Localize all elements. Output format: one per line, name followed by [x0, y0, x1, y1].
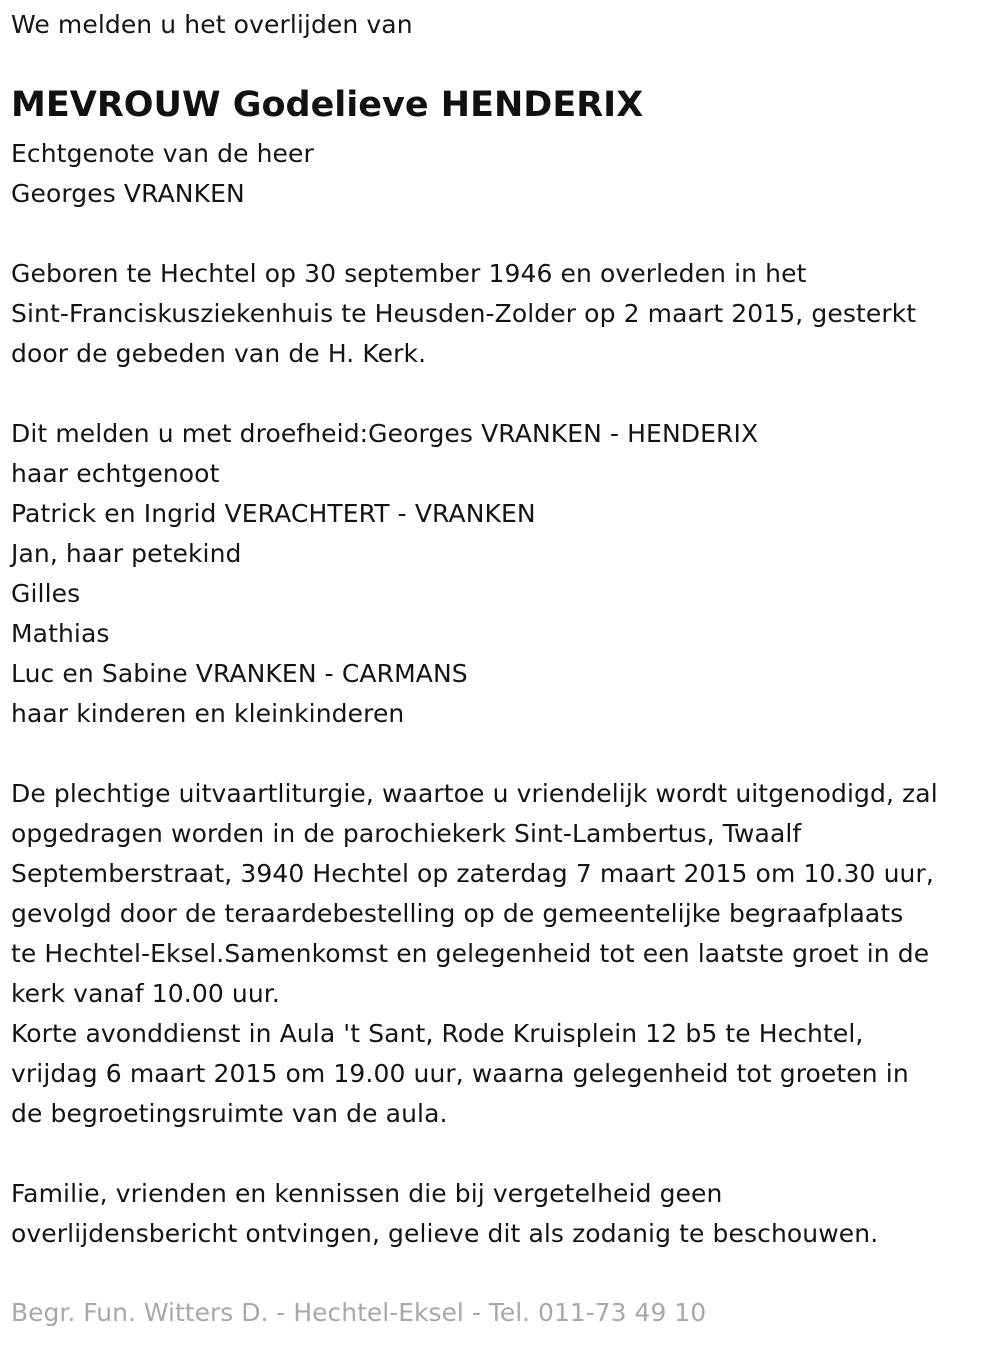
paragraph-line: kerk vanaf 10.00 uur.: [11, 979, 280, 1008]
paragraph-line: vrijdag 6 maart 2015 om 19.00 uur, waarna gelegenheid tot groeten in: [11, 1059, 909, 1088]
notice-paragraph: [11, 1174, 878, 1254]
family-line: haar kinderen en kleinkinderen: [11, 699, 405, 728]
spouse-line: Echtgenote van de heer: [11, 139, 314, 168]
family-line: haar echtgenoot: [11, 459, 220, 488]
birth-death-paragraph: [11, 254, 916, 374]
paragraph-line: Sint-Franciskusziekenhuis te Heusden-Zolder op 2 maart 2015, gesterkt: [11, 299, 917, 328]
paragraph-line: gevolgd door de teraardebestelling op de gemeentelijke begraafplaats: [11, 899, 904, 928]
family-line: Jan, haar petekind: [11, 539, 242, 568]
paragraph-line: Geboren te Hechtel op 30 september 1946 en overleden in het: [11, 259, 807, 288]
deceased-name: MEVROUW Godelieve HENDERIX: [11, 85, 644, 125]
family-line: Luc en Sabine VRANKEN - CARMANS: [11, 659, 468, 688]
intro-text: We melden u het overlijden van: [11, 10, 413, 39]
paragraph-line: door de gebeden van de H. Kerk.: [11, 339, 427, 368]
paragraph-line: De plechtige uitvaartliturgie, waartoe u vriendelijk wordt uitgenodigd, zal: [11, 779, 938, 808]
family-list: [11, 414, 758, 734]
family-line: Patrick en Ingrid VERACHTERT - VRANKEN: [11, 499, 536, 528]
paragraph-line: overlijdensbericht ontvingen, gelieve dit als zodanig te beschouwen.: [11, 1219, 879, 1248]
paragraph-line: de begroetingsruimte van de aula.: [11, 1099, 448, 1128]
paragraph-line: Familie, vrienden en kennissen die bij vergetelheid geen: [11, 1179, 723, 1208]
paragraph-line: Korte avonddienst in Aula 't Sant, Rode Kruisplein 12 b5 te Hechtel,: [11, 1019, 864, 1048]
family-line: Dit melden u met droefheid:Georges VRANKEN - HENDERIX: [11, 419, 759, 448]
funeral-home-footer: Begr. Fun. Witters D. - Hechtel-Eksel - Tel. 011-73 49 10: [11, 1298, 707, 1327]
paragraph-line: opgedragen worden in de parochiekerk Sint-Lambertus, Twaalf: [11, 819, 802, 848]
family-line: Gilles: [11, 579, 81, 608]
spouse-block: [11, 134, 314, 214]
ceremony-paragraph: [11, 774, 938, 1134]
spouse-line: Georges VRANKEN: [11, 179, 245, 208]
family-line: Mathias: [11, 619, 110, 648]
paragraph-line: te Hechtel-Eksel.Samenkomst en gelegenheid tot een laatste groet in de: [11, 939, 930, 968]
paragraph-line: Septemberstraat, 3940 Hechtel op zaterdag 7 maart 2015 om 10.30 uur,: [11, 859, 934, 888]
